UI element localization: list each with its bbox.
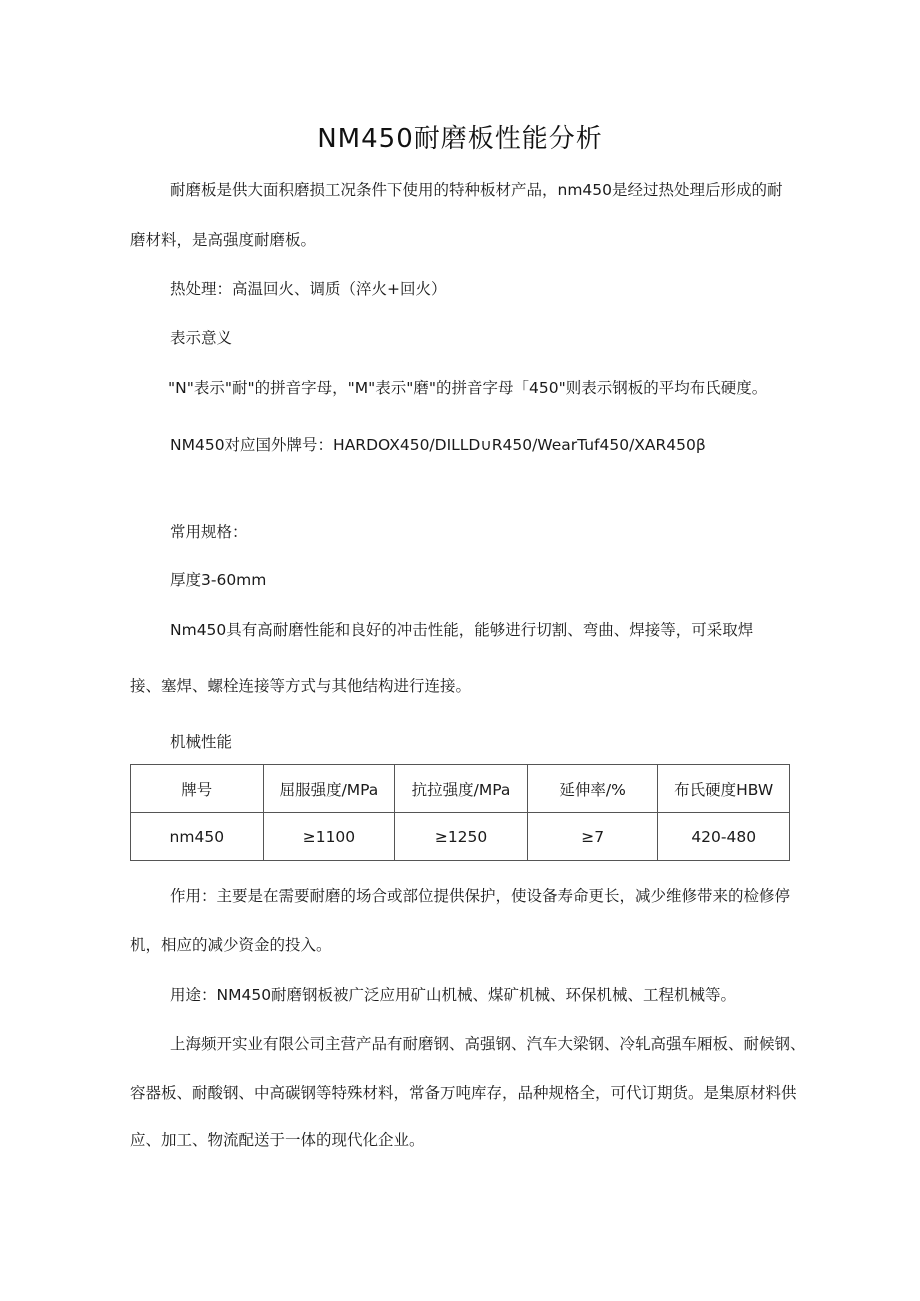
meaning-text: "N"表示"耐"的拼音字母，"M"表示"磨"的拼音字母「450"则表示钢板的平均布氏硬度。	[168, 379, 768, 397]
table-header-cell: 延伸率/%	[527, 765, 658, 813]
thickness-text: 厚度3-60mm	[170, 571, 267, 589]
table-header-cell: 屈服强度/MPa	[263, 765, 395, 813]
function-paragraph-line-2: 机，相应的减少资金的投入。	[130, 936, 332, 954]
table-header-cell: 布氏硬度HBW	[658, 765, 790, 813]
processing-paragraph-line-1: Nm450具有高耐磨性能和良好的冲击性能，能够进行切割、弯曲、焊接等，可采取焊	[170, 621, 754, 639]
heat-treatment-text: 热处理：高温回火、调质（淬火+回火）	[170, 280, 447, 298]
meaning-heading: 表示意义	[170, 329, 233, 347]
company-paragraph-line-3: 应、加工、物流配送于一体的现代化企业。	[130, 1131, 425, 1149]
mechanical-properties-heading: 机械性能	[170, 733, 233, 751]
table-header-cell: 牌号	[131, 765, 264, 813]
table-header-row	[131, 765, 790, 813]
document-title: NM450耐磨板性能分析	[317, 124, 603, 154]
mechanical-properties-table	[130, 764, 790, 861]
processing-paragraph-line-2: 接、塞焊、螺栓连接等方式与其他结构进行连接。	[130, 677, 472, 695]
table-cell: ≥7	[527, 813, 658, 861]
foreign-grades-text: NM450对应国外牌号：HARDOX450∕DILLD∪R450∕WearTuf450∕XAR450β	[170, 436, 706, 454]
intro-paragraph-line-2: 磨材料，是高强度耐磨板。	[130, 231, 317, 249]
function-paragraph-line-1: 作用：主要是在需要耐磨的场合或部位提供保护，使设备寿命更长，减少维修带来的检修停	[170, 887, 791, 905]
common-specs-heading: 常用规格：	[170, 523, 248, 541]
table-cell: nm450	[131, 813, 264, 861]
table-cell: 420-480	[658, 813, 790, 861]
company-paragraph-line-1: 上海频开实业有限公司主营产品有耐磨钢、高强钢、汽车大梁钢、冷轧高强车厢板、耐候钢、	[170, 1035, 806, 1053]
table-row	[131, 813, 790, 861]
company-paragraph-line-2: 容器板、耐酸钢、中高碳钢等特殊材料，常备万吨库存，品种规格全，可代订期货。是集原材料供	[130, 1084, 797, 1102]
usage-text: 用途：NM450耐磨钢板被广泛应用矿山机械、煤矿机械、环保机械、工程机械等。	[170, 986, 737, 1004]
table-cell: ≥1100	[263, 813, 395, 861]
intro-paragraph-line-1: 耐磨板是供大面积磨损工况条件下使用的特种板材产品，nm450是经过热处理后形成的耐	[170, 181, 783, 199]
table-header-cell: 抗拉强度/MPa	[395, 765, 528, 813]
table-cell: ≥1250	[395, 813, 528, 861]
